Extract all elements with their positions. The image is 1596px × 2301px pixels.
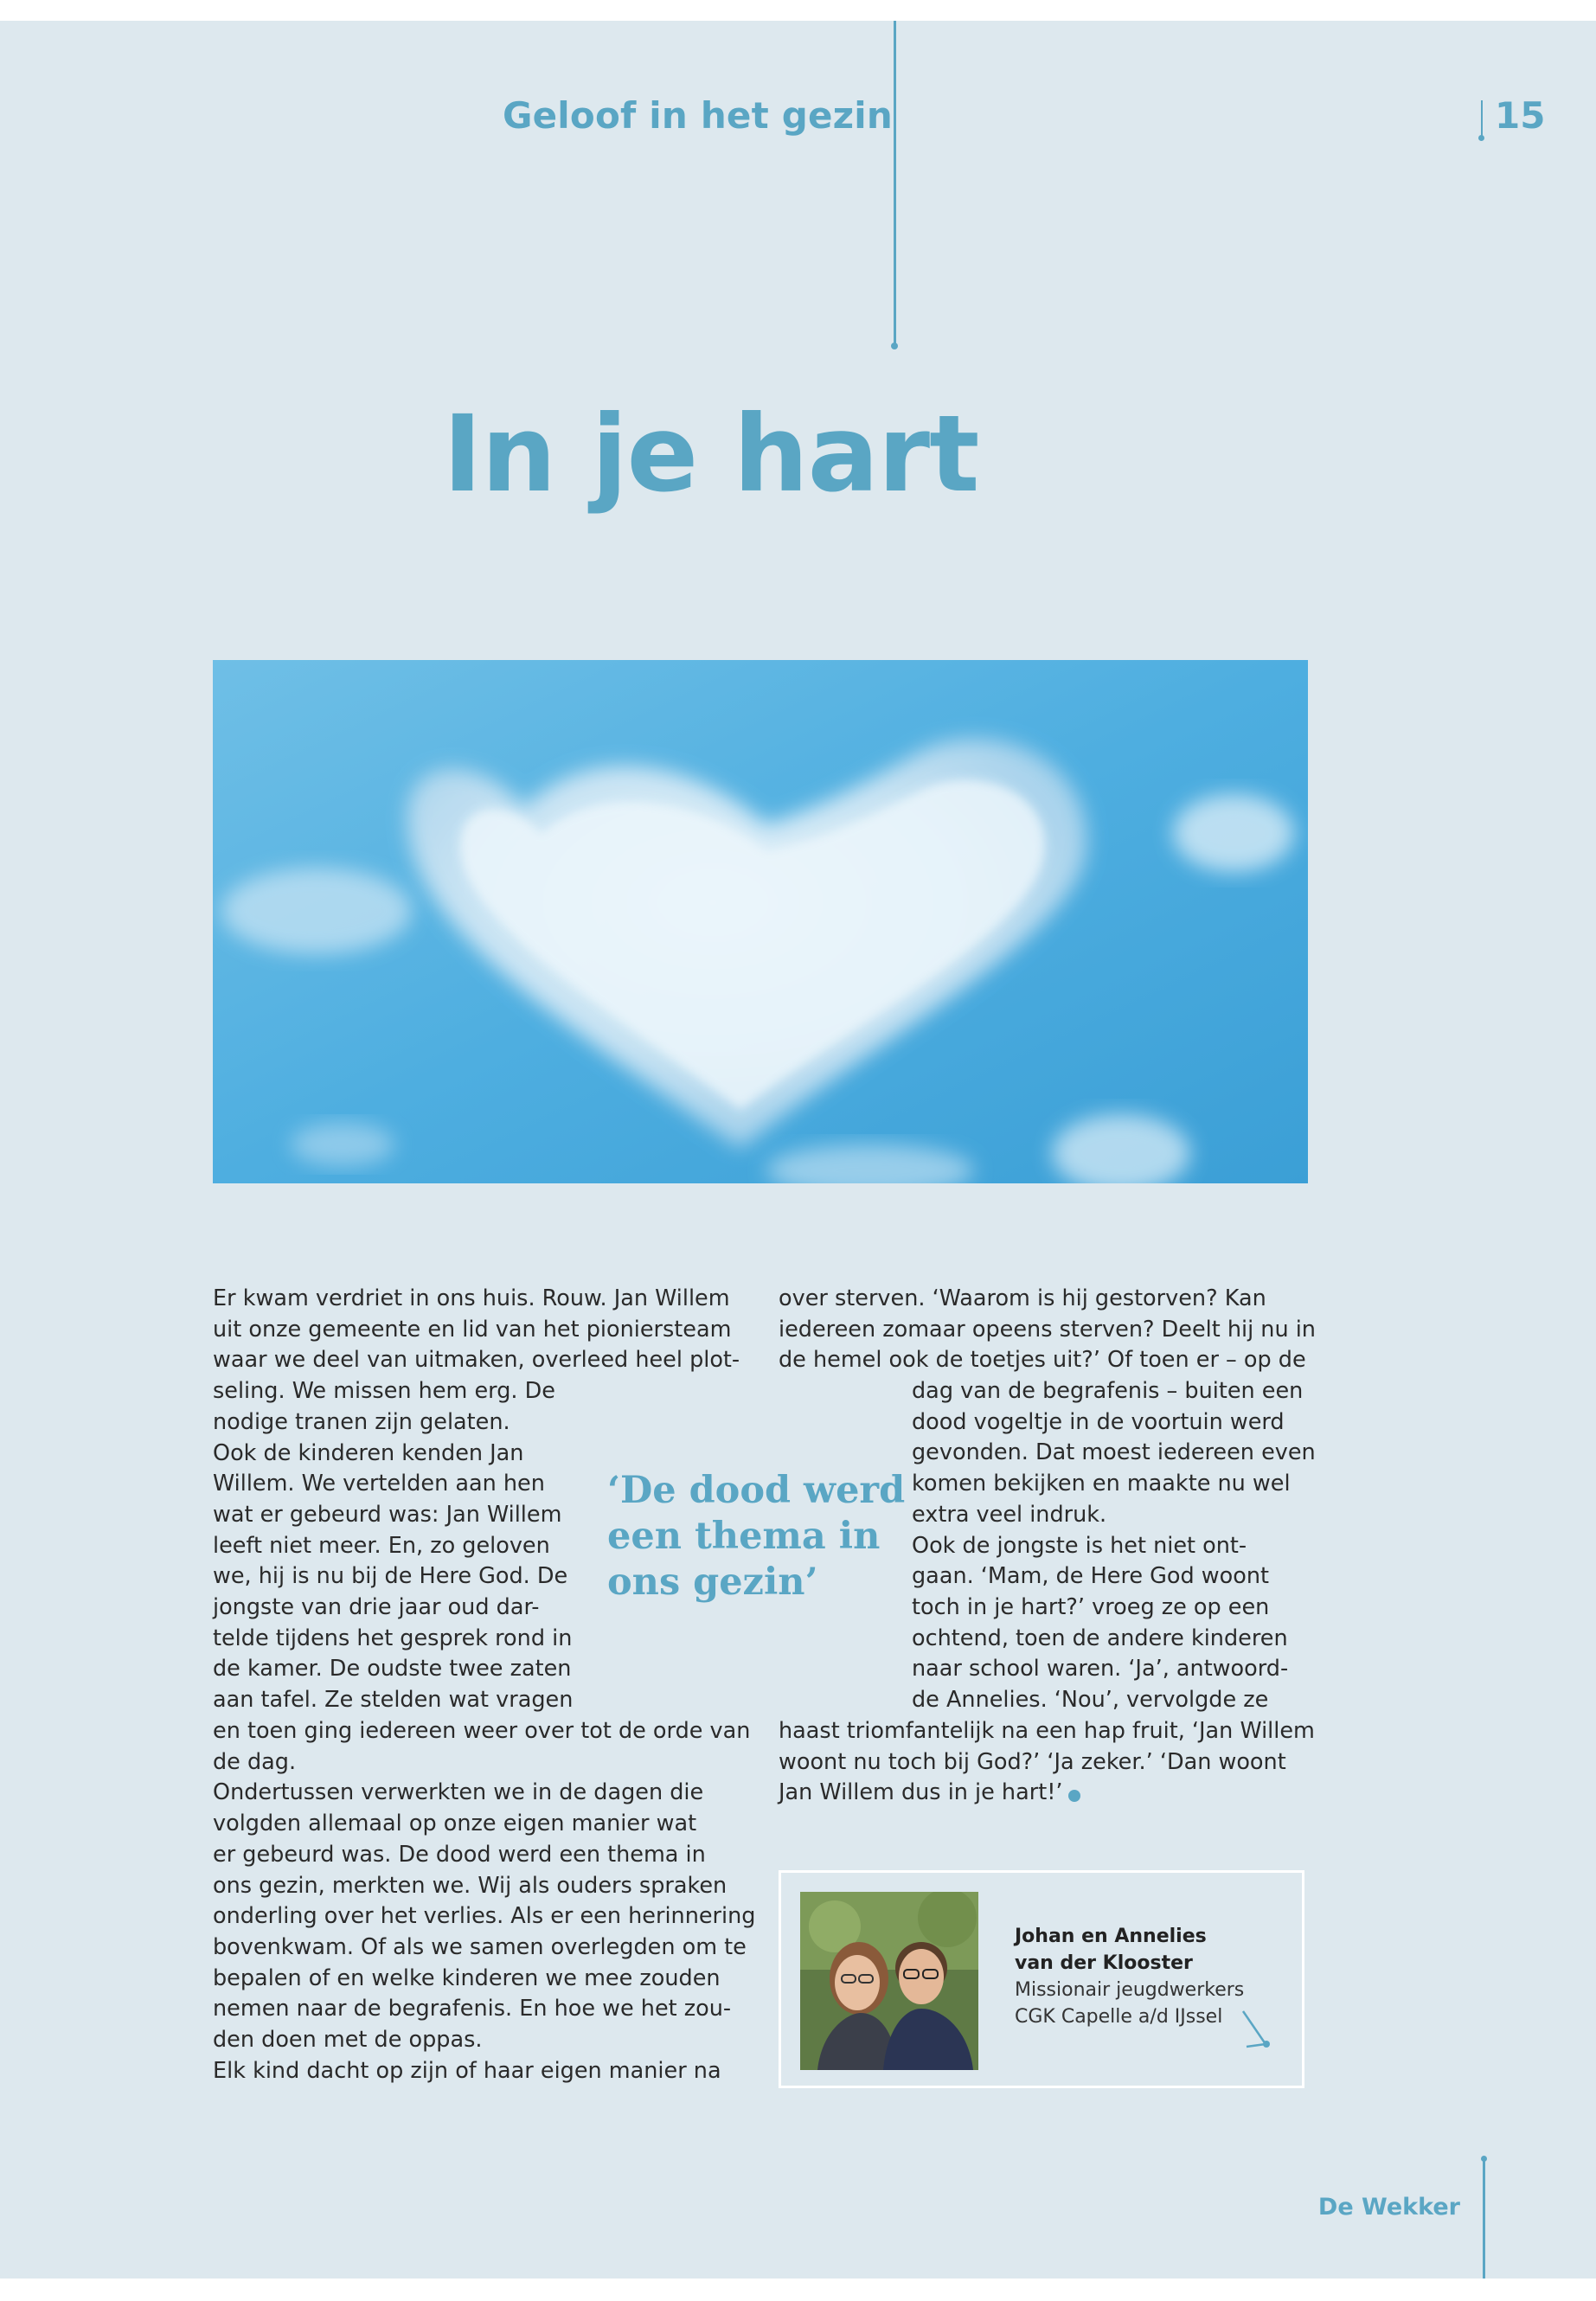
author-name: Johan en Annelies van der Klooster — [1015, 1926, 1207, 1974]
hero-image — [213, 660, 1308, 1183]
author-accent-mark — [1240, 2009, 1283, 2061]
header-divider-dot — [1478, 135, 1484, 141]
author-portrait-illustration — [800, 1892, 978, 2070]
end-of-article-dot — [1068, 1790, 1080, 1802]
article-title: In je hart — [443, 393, 979, 516]
article-col2-middle: dag van de begrafenis – buiten een dood vogeltje in de voortuin werd gevonden. Dat moest iedereen even komen bekijken en maakte nu wel extra veel indruk. Ook de jongste is het niet ont- gaan. ‘Mam, de Here God woont toch in je hart?’ vroeg ze op een ochtend, toen de andere kinderen naar school waren. ‘Ja’, antwoord- de Annelies. ‘Nou’, vervolgde ze — [912, 1378, 1316, 1714]
article-col2-bottom-wrap — [779, 1716, 1315, 1809]
header-divider — [1481, 100, 1483, 138]
article-col1-top: Er kwam verdriet in ons huis. Rouw. Jan Willem uit onze gemeente en lid van het pioniersteam waar we deel van uitmaken, overleed heel plot- seling. We missen hem erg. De nodige tranen zijn gelaten. Ook de kinderen kenden Jan Willem. We vertelden aan hen wat er gebeurd was: Jan Willem leeft niet meer. En, zo geloven we, hij is nu bij de Here God. De jongste van drie jaar oud dar- telde tijdens het gesprek rond in de kamer. De oudste twee zaten aan tafel. Ze stelden wat vragen — [213, 1285, 740, 1714]
page-number: 15 — [1495, 94, 1546, 137]
pull-quote: ‘De dood werd een thema in ons gezin’ — [607, 1469, 906, 1604]
footer-rule-dot — [1481, 2156, 1487, 2162]
article-col2-bottom: haast triomfantelijk na een hap fruit, ‘Jan Willem woont nu toch bij God?’ ‘Ja zeker.’ ‘Dan woont Jan Willem dus in je hart!’ — [779, 1718, 1315, 1806]
magazine-page — [0, 21, 1596, 2279]
heart-cloud-illustration — [213, 660, 1308, 1183]
publication-name: De Wekker — [1317, 2194, 1460, 2221]
top-rule-dot — [891, 343, 898, 349]
author-photo — [800, 1892, 978, 2070]
article-col2-top: over sterven. ‘Waarom is hij gestorven? Kan iedereen zomaar opeens sterven? Deelt hij nu in de hemel ook de toetjes uit?’ Of toen er – op de — [779, 1285, 1316, 1374]
author-role: Missionair jeugdwerkers CGK Capelle a/d IJssel — [1015, 1979, 1245, 2028]
article-col1-bottom: en toen ging iedereen weer over tot de orde van de dag. Ondertussen verwerkten we in de dagen die volgden allemaal op onze eigen manier wat er gebeurd was. De dood werd een thema in ons gezin, merkten we. Wij als ouders spraken onderling over het verlies. Als er een herinnering bovenkwam. Of als we samen overlegden om te bepalen of en welke kinderen we mee zouden nemen naar de begrafenis. En hoe we het zou- den doen met de oppas. Elk kind dacht op zijn of haar eigen manier na — [213, 1718, 756, 2084]
author-box — [779, 1870, 1304, 2088]
footer-vertical-rule — [1483, 2159, 1485, 2279]
top-vertical-rule — [894, 21, 896, 346]
section-title: Geloof in het gezin — [502, 94, 893, 137]
